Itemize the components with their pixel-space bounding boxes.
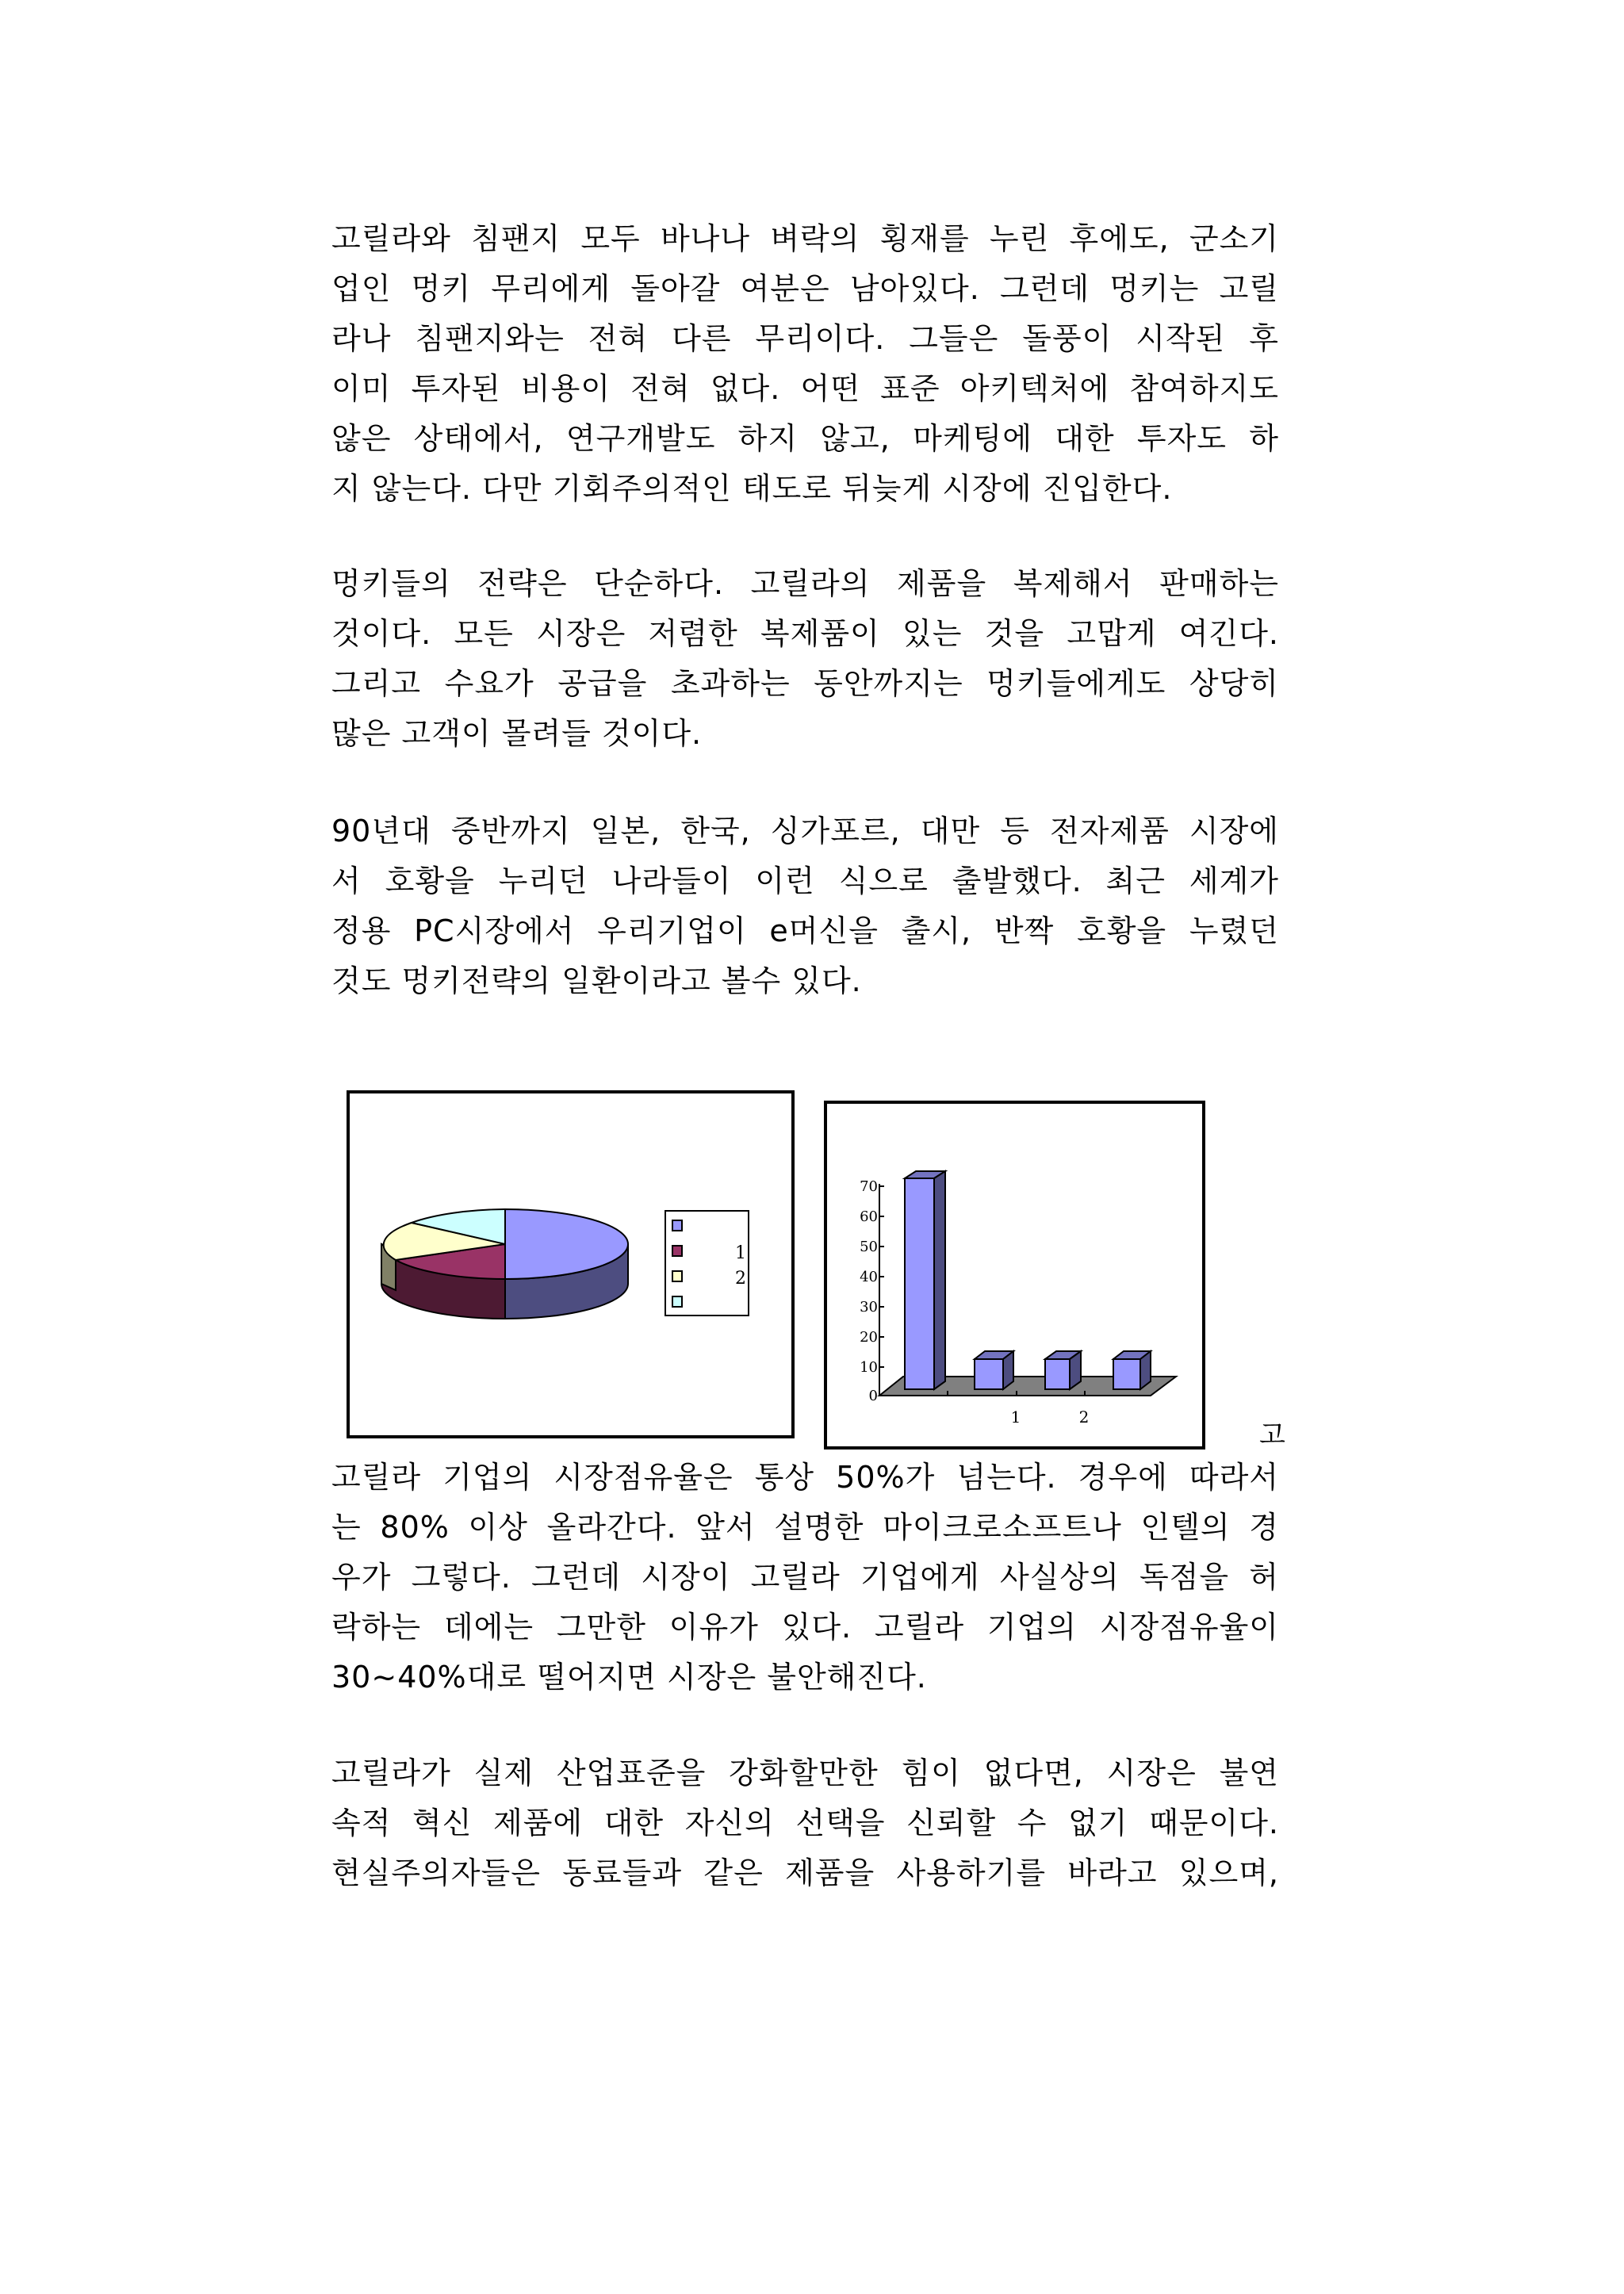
text-line: 고릴라 기업의 시장점유율은 통상 50%가 넘는다. 경우에 따라서 — [331, 1460, 1279, 1495]
pie-chart — [347, 1090, 795, 1438]
text-line: 고릴라가 실제 산업표준을 강화할만한 힘이 없다면, 시장은 불연 — [331, 1756, 1279, 1790]
pie-chart-graphic — [350, 1093, 791, 1435]
svg-text:20: 20 — [860, 1329, 878, 1346]
text-line: 라나 침팬지와는 전혀 다른 무리이다. 그들은 돌풍이 시작된 후 — [331, 321, 1279, 356]
text-line: 멍키들의 전략은 단순하다. 고릴라의 제품을 복제해서 판매하는 — [331, 566, 1279, 601]
text-line: 서 호황을 누리던 나라들이 이런 식으로 출발했다. 최근 세계가 — [331, 864, 1279, 898]
svg-text:1: 1 — [735, 1243, 746, 1263]
text-line: 업인 멍키 무리에게 돌아갈 여분은 남아있다. 그런데 멍키는 고릴 — [331, 271, 1279, 306]
text-line: 것도 멍키전략의 일환이라고 볼수 있다. — [331, 963, 862, 998]
text-line: 정용 PC시장에서 우리기업이 e머신을 출시, 반짝 호황을 누렸던 — [331, 913, 1279, 948]
text-line: 이미 투자된 비용이 전혀 없다. 어떤 표준 아키텍처에 참여하지도 — [331, 371, 1279, 406]
text-line: 않은 상태에서, 연구개발도 하지 않고, 마케팅에 대한 투자도 하 — [331, 421, 1279, 456]
svg-text:1: 1 — [1010, 1407, 1021, 1427]
text-line: 많은 고객이 몰려들 것이다. — [331, 716, 703, 751]
paragraph-1 — [331, 214, 1279, 514]
svg-text:60: 60 — [860, 1208, 878, 1225]
paragraph-2 — [331, 559, 1279, 759]
text-line: 것이다. 모든 시장은 저렴한 복제품이 있는 것을 고맙게 여긴다. — [331, 616, 1279, 651]
bar-chart-graphic — [827, 1104, 1202, 1446]
svg-text:30: 30 — [860, 1299, 878, 1316]
bar-chart — [824, 1101, 1205, 1450]
text-line: 고릴라와 침팬지 모두 바나나 벼락의 횡재를 누린 후에도, 군소기 — [331, 221, 1279, 256]
paragraph-3 — [331, 806, 1279, 1006]
text-line: 그리고 수요가 공급을 초과하는 동안까지는 멍키들에게도 상당히 — [331, 666, 1279, 701]
svg-text:2: 2 — [1078, 1407, 1090, 1427]
text-line: 현실주의자들은 동료들과 같은 제품을 사용하기를 바라고 있으며, — [331, 1855, 1279, 1890]
text-line: 는 80% 이상 올라간다. 앞서 설명한 마이크로소프트나 인텔의 경 — [331, 1510, 1279, 1545]
paragraph-4 — [331, 1453, 1279, 1702]
svg-text:10: 10 — [860, 1359, 878, 1376]
text-line: 30~40%대로 떨어지면 시장은 불안해진다. — [331, 1660, 927, 1695]
text-line: 우가 그렇다. 그런데 시장이 고릴라 기업에게 사실상의 독점을 허 — [331, 1560, 1279, 1595]
text-line: 90년대 중반까지 일본, 한국, 싱가포르, 대만 등 전자제품 시장에 — [331, 814, 1279, 848]
orphan-character: 고 — [1259, 1419, 1285, 1451]
svg-text:50: 50 — [860, 1239, 878, 1255]
text-line: 지 않는다. 다만 기회주의적인 태도로 뒤늦게 시장에 진입한다. — [331, 471, 1173, 506]
svg-text:40: 40 — [860, 1269, 878, 1285]
svg-text:0: 0 — [868, 1388, 878, 1404]
svg-text:2: 2 — [735, 1269, 746, 1289]
svg-text:70: 70 — [860, 1178, 878, 1195]
paragraph-5 — [331, 1748, 1279, 1898]
text-line: 속적 혁신 제품에 대한 자신의 선택을 신뢰할 수 없기 때문이다. — [331, 1806, 1279, 1840]
text-line: 락하는 데에는 그만한 이유가 있다. 고릴라 기업의 시장점유율이 — [331, 1610, 1279, 1645]
